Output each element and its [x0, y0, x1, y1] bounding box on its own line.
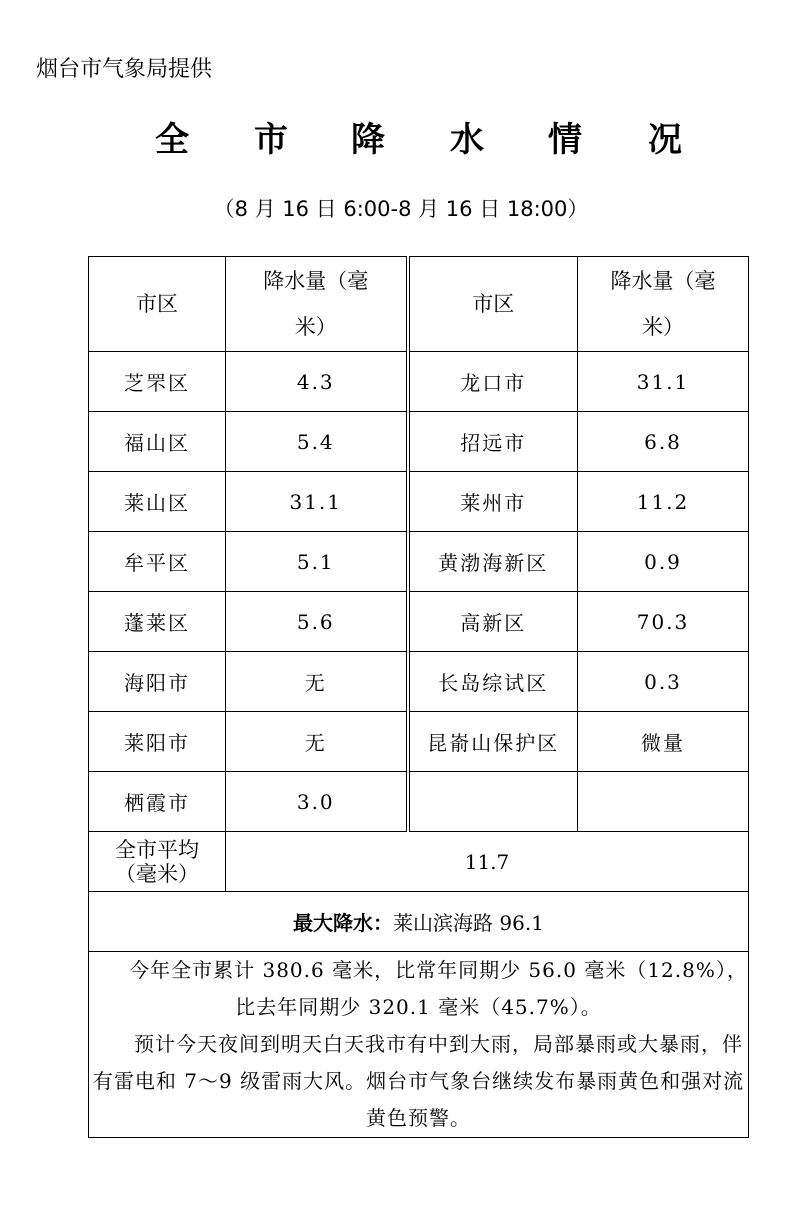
average-row	[89, 832, 749, 892]
rainfall-value: 无	[226, 652, 408, 712]
title-char: 况	[648, 120, 682, 160]
rainfall-value: 11.2	[578, 472, 749, 532]
notes-cell	[89, 952, 749, 1138]
district-header: 市区	[89, 257, 226, 352]
district-name: 海阳市	[89, 652, 226, 712]
table-row	[89, 592, 749, 652]
forecast-note: 预计今天夜间到明天白天我市有中到大雨，局部暴雨或大暴雨，伴有雷电和 7～9 级雷雨大风。烟台市气象台继续发布暴雨黄色和强对流黄色预警。	[92, 1032, 745, 1130]
district-name	[408, 772, 578, 832]
title-char: 情	[548, 120, 582, 160]
rainfall-value: 0.3	[578, 652, 749, 712]
table-row	[89, 532, 749, 592]
notes-row	[89, 952, 749, 1138]
district-name: 福山区	[89, 412, 226, 472]
source-label: 烟台市气象局提供	[36, 57, 213, 82]
rainfall-value: 3.0	[226, 772, 408, 832]
rainfall-value: 无	[226, 712, 408, 772]
title-char: 水	[450, 120, 484, 160]
rainfall-header: 降水量（毫 米）	[578, 257, 749, 352]
district-name: 昆嵛山保护区	[408, 712, 578, 772]
rainfall-value: 6.8	[578, 412, 749, 472]
district-name: 高新区	[408, 592, 578, 652]
district-name: 招远市	[408, 412, 578, 472]
rainfall-value: 31.1	[578, 352, 749, 412]
rainfall-header: 降水量（毫 米）	[226, 257, 408, 352]
rainfall-value: 5.4	[226, 412, 408, 472]
time-period: （8 月 16 日 6:00-8 月 16 日 18:00）	[213, 197, 589, 221]
table-row	[89, 712, 749, 772]
average-label: 全市平均 （毫米）	[89, 832, 226, 892]
table-row	[89, 772, 749, 832]
title-char: 市	[254, 120, 288, 160]
district-name: 长岛综试区	[408, 652, 578, 712]
rainfall-value	[578, 772, 749, 832]
max-rainfall-row	[89, 892, 749, 952]
rainfall-value: 4.3	[226, 352, 408, 412]
average-value: 11.7	[226, 832, 749, 892]
district-header: 市区	[408, 257, 578, 352]
district-name: 黄渤海新区	[408, 532, 578, 592]
max-rainfall-cell	[89, 892, 749, 952]
max-rainfall-value: 莱山滨海路 96.1	[393, 911, 544, 935]
title-char: 降	[351, 120, 385, 160]
district-name: 龙口市	[408, 352, 578, 412]
table-header-row	[89, 257, 749, 352]
rainfall-value: 70.3	[578, 592, 749, 652]
district-name: 栖霞市	[89, 772, 226, 832]
rainfall-value: 微量	[578, 712, 749, 772]
district-name: 莱山区	[89, 472, 226, 532]
table-row	[89, 652, 749, 712]
district-name: 莱州市	[408, 472, 578, 532]
rainfall-value: 31.1	[226, 472, 408, 532]
district-name: 牟平区	[89, 532, 226, 592]
max-rainfall-label: 最大降水：	[293, 911, 394, 935]
district-name: 莱阳市	[89, 712, 226, 772]
rainfall-value: 5.6	[226, 592, 408, 652]
rainfall-value: 0.9	[578, 532, 749, 592]
title-char: 全	[155, 120, 189, 160]
rainfall-value: 5.1	[226, 532, 408, 592]
table-row	[89, 412, 749, 472]
district-name: 芝罘区	[89, 352, 226, 412]
cumulative-summary: 今年全市累计 380.6 毫米，比常年同期少 56.0 毫米（12.8%），比去年同期少 320.1 毫米（45.7%）。	[129, 958, 748, 1019]
table-row	[89, 352, 749, 412]
table-row	[89, 472, 749, 532]
district-name: 蓬莱区	[89, 592, 226, 652]
rainfall-table	[88, 256, 749, 1138]
page-title	[0, 112, 802, 162]
